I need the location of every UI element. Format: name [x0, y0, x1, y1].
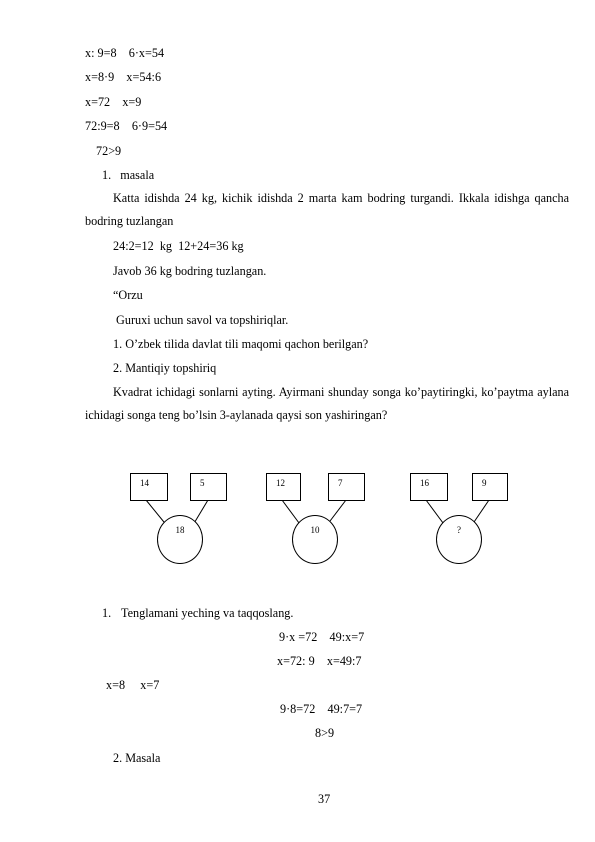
equations-heading: Tenglamani yeching va taqqoslang. — [121, 606, 294, 620]
puzzle-1-left-number: 14 — [140, 478, 149, 488]
equation-line-5: 8>9 — [315, 726, 335, 740]
orzu-task: Kvadrat ichidagi sonlarni ayting. Ayirmani shunday songa ko’paytiringki, ko’paytma aylana ichidagi songa teng bo’lsin 3-aylanada qaysi son yashiringan? — [85, 385, 569, 422]
puzzle-2-right-box — [328, 473, 365, 501]
orzu-subtitle: Guruxi uchun savol va topshiriqlar. — [113, 313, 289, 327]
orzu-question-1: 1. O’zbek tilida davlat tili maqomi qachon berilgan? — [113, 337, 369, 351]
equations-heading-number: 1. — [102, 606, 112, 620]
masala1-text: Katta idishda 24 kg, kichik idishda 2 marta kam bodring turgandi. Ikkala idishga qancha bodring tuzlangan — [85, 191, 569, 228]
top-line-5: 72>9 — [96, 144, 122, 158]
equation-line-4: 9·8=72 49:7=7 — [280, 702, 363, 716]
top-line-4: 72:9=8 6·9=54 — [85, 119, 168, 133]
puzzle-3-right-number: 9 — [482, 478, 487, 488]
top-line-1: x: 9=8 6·x=54 — [85, 46, 165, 60]
equation-line-1: 9·x =72 49:x=7 — [279, 630, 365, 644]
puzzle-2-left-number: 12 — [276, 478, 285, 488]
puzzle-1-right-box — [190, 473, 227, 501]
masala1-solution: 24:2=12 kg 12+24=36 kg — [113, 239, 244, 253]
orzu-title: “Orzu — [113, 288, 143, 302]
masala1-answer: Javob 36 kg bodring tuzlangan. — [113, 264, 267, 278]
puzzle-3-circle — [436, 515, 482, 564]
puzzle-3-right-box — [472, 473, 508, 501]
puzzle-2-circle — [292, 515, 338, 564]
puzzle-2-left-box — [266, 473, 301, 501]
top-line-3: x=72 x=9 — [85, 95, 142, 109]
top-line-2: x=8·9 x=54:6 — [85, 70, 162, 84]
puzzle-1-center-number: 18 — [175, 525, 185, 535]
puzzle-1-left-box — [130, 473, 168, 501]
equation-line-3: x=8 x=7 — [106, 678, 160, 692]
masala2-heading: 2. Masala — [113, 751, 161, 765]
orzu-question-2: 2. Mantiqiy topshiriq — [113, 361, 217, 375]
puzzle-3-left-box — [410, 473, 448, 501]
masala1-heading: 1. masala — [102, 168, 155, 182]
puzzle-1-circle — [157, 515, 203, 564]
puzzle-3-left-number: 16 — [420, 478, 429, 488]
page-number: 37 — [318, 792, 331, 806]
puzzle-2-center-number: 10 — [310, 525, 320, 535]
puzzle-3-center-number: ? — [457, 525, 461, 535]
puzzle-2-right-number: 7 — [338, 478, 343, 488]
puzzle-1-right-number: 5 — [200, 478, 205, 488]
equation-line-2: x=72: 9 x=49:7 — [277, 654, 362, 668]
